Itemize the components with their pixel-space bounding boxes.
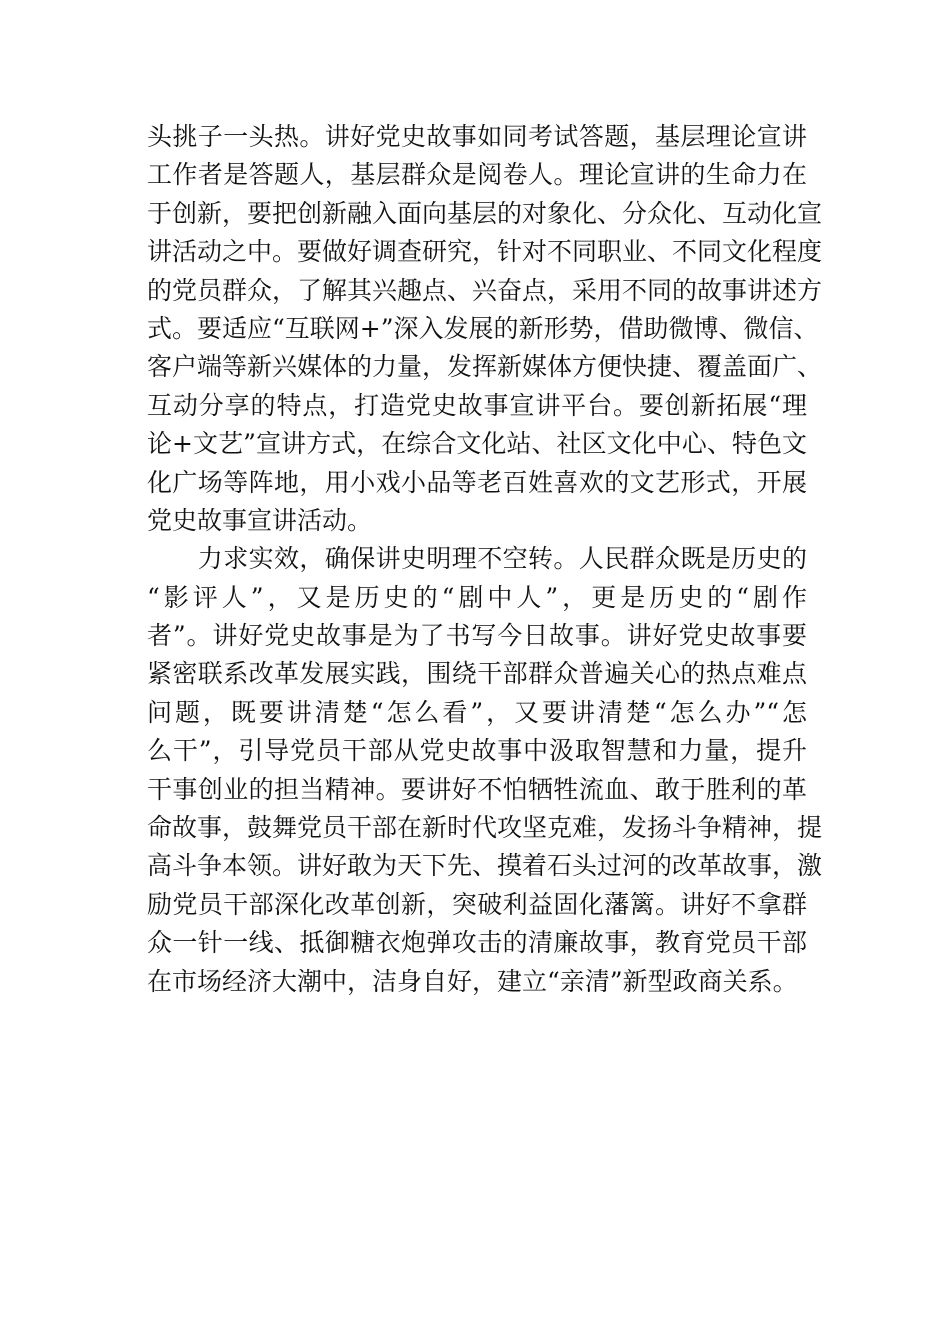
- text-line: 命故事，鼓舞党员干部在新时代攻坚克难，发扬斗争精神，提: [147, 813, 823, 843]
- text-line: 党史故事宣讲活动。: [147, 505, 373, 535]
- text-line: 的党员群众，了解其兴趣点、兴奋点，采用不同的故事讲述方: [147, 275, 823, 305]
- text-line: 干事创业的担当精神。要讲好不怕牺牲流血、敢于胜利的革: [147, 774, 807, 804]
- text-line: 论+文艺”宣讲方式，在综合文化站、社区文化中心、特色文: [147, 429, 807, 459]
- paragraph-2: [147, 540, 823, 1001]
- text-line: 头挑子一头热。讲好党史故事如同考试答题，基层理论宣讲: [147, 122, 807, 151]
- text-line: 式。要适应“互联网+”深入发展的新形势，借助微博、微信、: [147, 313, 819, 343]
- text-line: 力求实效，确保讲史明理不空转。人民群众既是历史的: [147, 544, 807, 574]
- text-line: 高斗争本领。讲好敢为天下先、摸着石头过河的改革故事，激: [147, 851, 823, 881]
- text-line: 励党员干部深化改革创新，突破利益固化藩篱。讲好不拿群: [147, 889, 807, 919]
- text-line: 于创新，要把创新融入面向基层的对象化、分众化、互动化宣: [147, 198, 823, 228]
- text-line: 众一针一线、抵御糖衣炮弹攻击的清廉故事，教育党员干部: [147, 928, 807, 958]
- text-line: 客户端等新兴媒体的力量，发挥新媒体方便快捷、覆盖面广、: [147, 352, 823, 382]
- text-line: “影评人”，又是历史的“剧中人”，更是历史的“剧作: [147, 582, 807, 612]
- text-line: 工作者是答题人，基层群众是阅卷人。理论宣讲的生命力在: [147, 160, 807, 190]
- text-line: 互动分享的特点，打造党史故事宣讲平台。要创新拓展“理: [147, 390, 807, 420]
- text-line: 问题，既要讲清楚“怎么看”，又要讲清楚“怎么办”“怎: [147, 697, 807, 727]
- text-line: 在市场经济大潮中，洁身自好，建立“亲清”新型政商关系。: [147, 966, 798, 996]
- text-line: 么干”，引导党员干部从党史故事中汲取智慧和力量，提升: [147, 736, 807, 766]
- text-line: 者”。讲好党史故事是为了书写今日故事。讲好党史故事要: [147, 621, 807, 651]
- document-body: [147, 118, 823, 1001]
- text-line: 化广场等阵地，用小戏小品等老百姓喜欢的文艺形式，开展: [147, 467, 807, 497]
- text-line: 紧密联系改革发展实践，围绕干部群众普遍关心的热点难点: [147, 659, 807, 689]
- text-line: 讲活动之中。要做好调查研究，针对不同职业、不同文化程度: [147, 237, 823, 267]
- paragraph-1: [147, 118, 823, 540]
